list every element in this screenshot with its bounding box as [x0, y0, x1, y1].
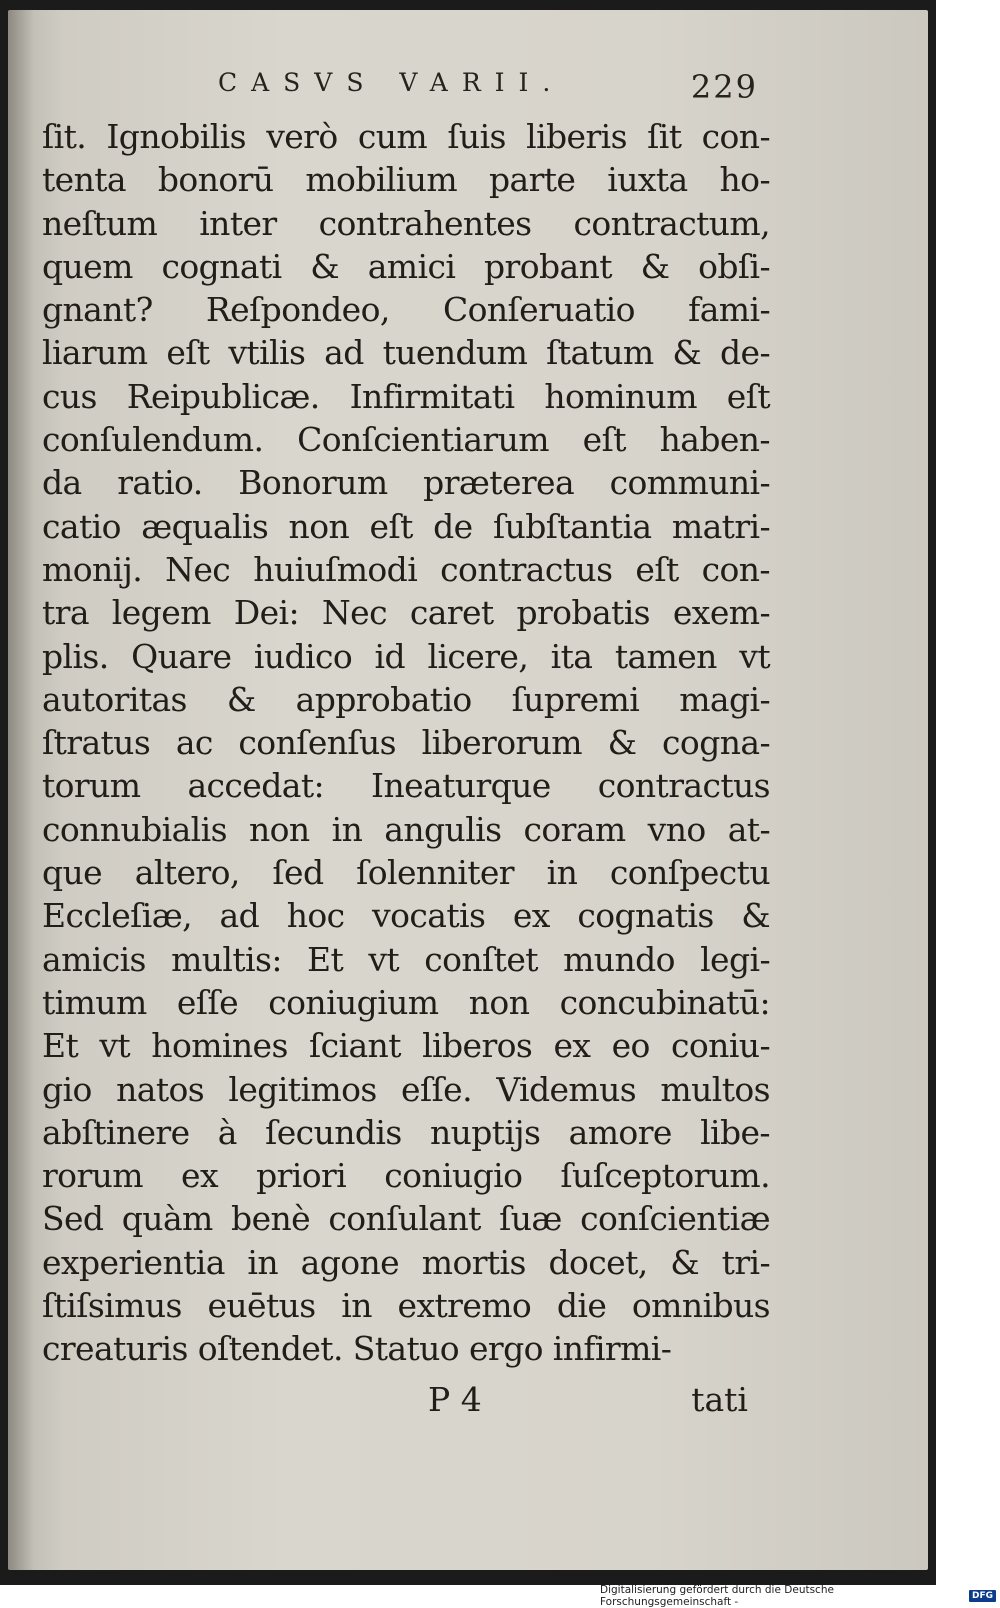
book-page — [8, 10, 928, 1570]
text-line: ſtiſsimus euētus in extremo die omnibus — [42, 1286, 770, 1326]
running-title: CASVS VARII. — [218, 68, 565, 97]
page-number: 229 — [690, 68, 758, 106]
text-line: plis. Quare iudico id licere, ita tamen vt — [42, 636, 770, 676]
running-head — [218, 68, 758, 108]
text-line: ſit. Ignobilis verò cum ſuis liberis ſit con- — [42, 117, 770, 156]
dfg-logo: DFG — [969, 1590, 996, 1602]
text-line: Eccleſiæ, ad hoc vocatis ex cognatis & — [42, 896, 770, 936]
text-line: quem cognati & amici probant & obſi- — [42, 246, 770, 286]
text-line: catio æqualis non eſt de ſubſtantia matri- — [42, 506, 770, 546]
text-line: timum eſſe coniugium non concubinatū: — [42, 982, 770, 1022]
text-line: conſulendum. Conſcientiarum eſt haben- — [42, 420, 770, 460]
text-line: connubialis non in angulis coram vno at- — [42, 809, 770, 849]
text-line: Et vt homines ſciant liberos ex eo coniu- — [42, 1026, 770, 1066]
text-line: gio natos legitimos eſſe. Videmus multos — [42, 1069, 770, 1109]
text-line: tenta bonorū mobilium parte iuxta ho- — [42, 160, 770, 200]
text-line: monij. Nec huiuſmodi contractus eſt con- — [42, 549, 770, 589]
text-line: tra legem Dei: Nec caret probatis exem- — [42, 593, 770, 633]
text-line: amicis multis: Et vt conſtet mundo legi- — [42, 939, 770, 979]
catchline — [428, 1380, 748, 1424]
text-line: liarum eſt vtilis ad tuendum ſtatum & de- — [42, 333, 770, 373]
catchword: tati — [691, 1380, 748, 1419]
digitization-credit — [600, 1583, 1000, 1608]
body-text — [42, 115, 770, 1371]
text-line: rorum ex priori coniugio ſuſceptorum. — [42, 1156, 770, 1196]
text-line: creaturis oſtendet. Statuo ergo infirmi- — [42, 1329, 672, 1369]
text-line: abſtinere à ſecundis nuptijs amore libe- — [42, 1112, 770, 1152]
text-line: cus Reipublicæ. Infirmitati hominum eſt — [42, 376, 770, 416]
text-line: neſtum inter contrahentes contractum, — [42, 203, 770, 243]
text-line: gnant? Reſpondeo, Conſeruatio fami- — [42, 290, 770, 330]
text-line: da ratio. Bonorum præterea communi- — [42, 463, 770, 503]
text-line: ſtratus ac conſenſus liberorum & cogna- — [42, 723, 770, 763]
text-line: Sed quàm benè conſulant ſuæ conſcientiæ — [42, 1199, 770, 1239]
credit-text: Digitalisierung gefördert durch die Deutsche Forschungsgemeinschaft - — [600, 1583, 834, 1608]
text-line: torum accedat: Ineaturque contractus — [42, 766, 770, 806]
text-line: que altero, ſed ſolenniter in conſpectu — [42, 853, 770, 893]
signature-mark: P 4 — [428, 1380, 482, 1419]
text-line: experientia in agone mortis docet, & tri- — [42, 1242, 770, 1282]
text-line: autoritas & approbatio ſupremi magi- — [42, 679, 770, 719]
